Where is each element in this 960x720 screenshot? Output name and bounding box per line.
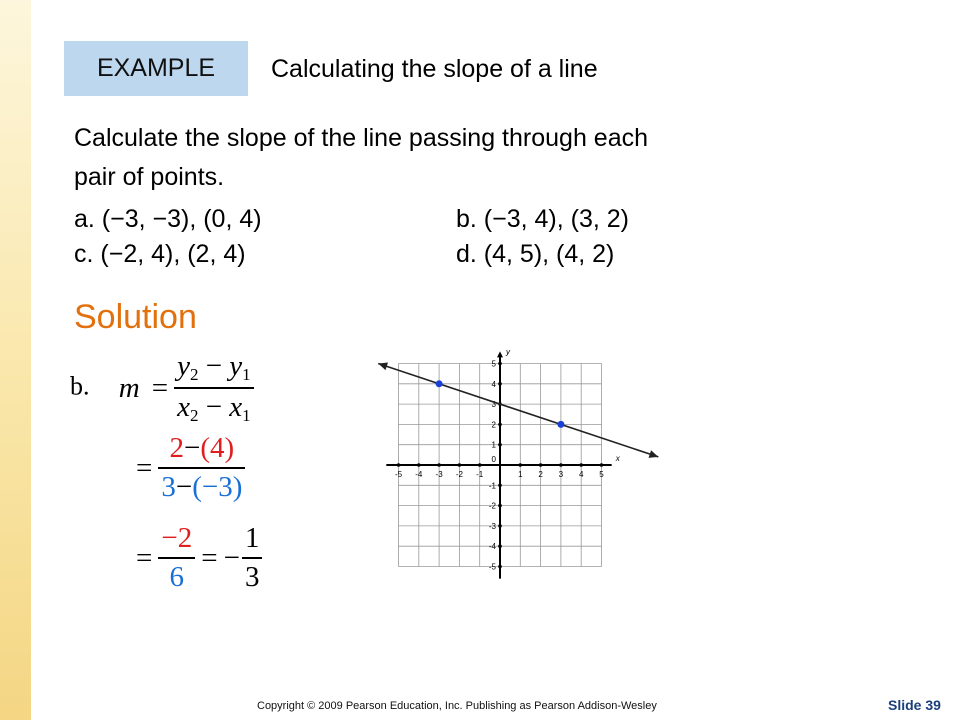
y-tick-mark bbox=[498, 484, 502, 488]
slope-fraction bbox=[174, 350, 254, 426]
x-tick-label: 1 bbox=[518, 470, 523, 479]
y-tick-label: 5 bbox=[491, 359, 496, 369]
x-tick-mark bbox=[600, 463, 604, 467]
slide-number: Slide 39 bbox=[888, 697, 941, 713]
x-tick-mark bbox=[397, 463, 401, 467]
equals-sign-2: = bbox=[201, 541, 218, 574]
example-tag: EXAMPLE bbox=[64, 41, 248, 96]
origin-label: 0 bbox=[491, 455, 496, 464]
y-tick-mark bbox=[498, 362, 502, 366]
y-axis-arrow bbox=[497, 351, 503, 357]
substitution-fraction bbox=[158, 432, 245, 504]
y-tick-mark bbox=[498, 443, 502, 447]
part-label: b. bbox=[70, 371, 90, 401]
x-tick-mark bbox=[559, 463, 563, 467]
x-tick-mark bbox=[579, 463, 583, 467]
negative-sign: − bbox=[223, 541, 240, 574]
y-tick-label: 4 bbox=[491, 379, 496, 389]
footer-copyright: Copyright © 2009 Pearson Education, Inc. Publishing as Pearson Addison-Wesley bbox=[257, 700, 657, 712]
slope-result-numerator: 1 bbox=[242, 522, 263, 559]
y-tick-mark bbox=[498, 504, 502, 508]
left-accent-bar bbox=[0, 0, 31, 720]
slope-line bbox=[378, 364, 658, 457]
solution-heading: Solution bbox=[74, 298, 197, 336]
line-arrow-left bbox=[378, 363, 388, 371]
formula-numerator: $y_2 - y_1$ bbox=[174, 350, 254, 389]
problem-part-d: d. (4, 5), (4, 2) bbox=[456, 240, 615, 268]
data-point-1 bbox=[436, 380, 443, 387]
problem-line-1: Calculate the slope of the line passing through each bbox=[74, 124, 648, 152]
x-tick-mark bbox=[478, 463, 482, 467]
y-tick-mark bbox=[498, 565, 502, 569]
y-tick-label: -1 bbox=[488, 481, 496, 491]
plotted-line bbox=[378, 363, 658, 458]
x-tick-label: 5 bbox=[599, 470, 604, 479]
slope-formula bbox=[70, 350, 254, 426]
y-tick-mark bbox=[498, 382, 502, 386]
x-tick-label: 3 bbox=[558, 470, 564, 479]
y-tick-mark bbox=[498, 544, 502, 548]
y-tick-label: -2 bbox=[488, 501, 496, 511]
equals-sign: = bbox=[151, 371, 169, 404]
problem-part-a: a. (−3, −3), (0, 4) bbox=[74, 205, 262, 233]
y-tick-label: -3 bbox=[488, 521, 496, 531]
x-tick-label: -5 bbox=[394, 470, 403, 479]
x-tick-mark bbox=[539, 463, 543, 467]
equals-sign: = bbox=[136, 451, 153, 484]
substitution-denominator: 3−(−3) bbox=[161, 471, 243, 503]
substitution-step bbox=[130, 432, 245, 504]
y-tick-mark bbox=[498, 524, 502, 528]
y-tick-label: 3 bbox=[491, 400, 496, 410]
slope-result-fraction bbox=[242, 522, 263, 594]
result-step bbox=[130, 522, 262, 594]
x-tick-label: 2 bbox=[538, 470, 543, 479]
coordinate-graph bbox=[370, 348, 670, 588]
example-title: Calculating the slope of a line bbox=[271, 55, 598, 83]
y-tick-mark bbox=[498, 423, 502, 427]
problem-part-c: c. (−2, 4), (2, 4) bbox=[74, 240, 246, 268]
line-arrow-right bbox=[649, 450, 659, 458]
problem-part-b: b. (−3, 4), (3, 2) bbox=[456, 205, 629, 233]
problem-line-2: pair of points. bbox=[74, 163, 225, 191]
x-tick-label: -1 bbox=[476, 470, 484, 479]
x-axis-label: x bbox=[615, 454, 620, 463]
equals-sign: = bbox=[136, 541, 153, 574]
y-tick-label: -5 bbox=[488, 562, 496, 572]
x-tick-mark bbox=[417, 463, 421, 467]
result-numerator: −2 bbox=[158, 522, 195, 559]
slope-result-denominator: 3 bbox=[244, 561, 260, 593]
formula-denominator: $x_2 - x_1$ bbox=[177, 391, 251, 425]
y-tick-label: -4 bbox=[488, 542, 496, 552]
y-tick-label: 2 bbox=[491, 420, 496, 430]
axes bbox=[386, 348, 620, 579]
substitution-numerator: 2−(4) bbox=[158, 432, 245, 469]
x-tick-mark bbox=[458, 463, 462, 467]
x-tick-label: 4 bbox=[578, 470, 584, 479]
y-tick-label: 1 bbox=[491, 440, 496, 450]
data-point-2 bbox=[557, 421, 564, 428]
x-tick-label: -2 bbox=[455, 470, 463, 479]
x-tick-mark bbox=[519, 463, 523, 467]
x-tick-label: -3 bbox=[435, 470, 443, 479]
result-denominator: 6 bbox=[169, 561, 185, 593]
y-axis-label: y bbox=[506, 348, 510, 357]
result-fraction bbox=[158, 522, 195, 594]
x-tick-label: -4 bbox=[415, 470, 423, 479]
slope-symbol: m bbox=[118, 371, 140, 404]
x-tick-mark bbox=[437, 463, 441, 467]
